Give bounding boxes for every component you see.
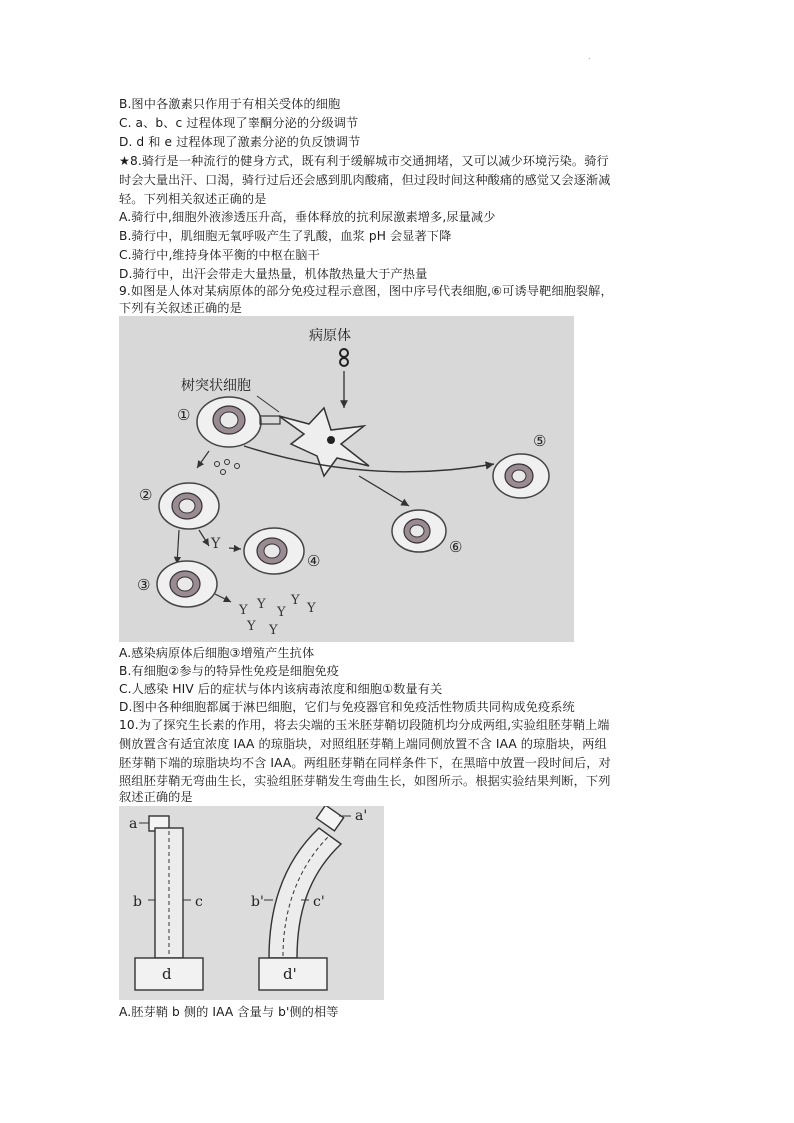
text-line: A.感染病原体后细胞③增殖产生抗体: [119, 646, 315, 660]
svg-text:Y: Y: [239, 603, 248, 618]
label-c-prime: c': [313, 894, 325, 910]
svg-text:Y: Y: [257, 597, 266, 612]
label-a: a: [129, 816, 138, 832]
text-line: C.骑行中,维持身体平衡的中枢在脑干: [119, 248, 320, 262]
text-line: 轻。下列相关叙述正确的是: [119, 192, 267, 206]
svg-text:Y: Y: [291, 593, 300, 608]
cell-6: [392, 510, 446, 552]
svg-text:Y: Y: [269, 623, 278, 638]
cell-5-number: ⑤: [533, 432, 547, 450]
cell-4: [244, 528, 304, 574]
text-line: C.人感染 HIV 后的症状与体内该病毒浓度和细胞①数量有关: [119, 682, 443, 696]
text-line: A.胚芽鞘 b 侧的 IAA 含量与 b'侧的相等: [119, 1005, 339, 1019]
text-line: B.有细胞②参与的特异性免疫是细胞免疫: [119, 664, 340, 678]
text-line: 9.如图是人体对某病原体的部分免疫过程示意图，图中序号代表细胞,⑥可诱导靶细胞裂解，: [119, 284, 613, 298]
label-b-prime: b': [251, 894, 264, 910]
cell-1-number: ①: [177, 406, 191, 424]
cell-1: [197, 397, 280, 447]
pathogen-label: 病原体: [309, 328, 351, 344]
experimental-coleoptile: [259, 806, 351, 990]
svg-text:Y: Y: [247, 619, 256, 634]
label-a-prime: a': [355, 808, 368, 824]
text-line: 照组胚芽鞘无弯曲生长，实验组胚芽鞘发生弯曲生长，如图所示。根据实验结果判断，下列: [119, 774, 611, 788]
text-line: 10.为了探究生长素的作用，将去尖端的玉米胚芽鞘切段随机均分成两组,实验组胚芽鞘上端: [119, 718, 610, 732]
svg-text:Y: Y: [307, 601, 316, 616]
svg-text:Y: Y: [277, 605, 286, 620]
coleoptile-figure: [119, 806, 384, 1000]
antibody-icons: [238, 593, 316, 638]
svg-text:Y: Y: [211, 536, 221, 552]
cell-2: [159, 483, 219, 529]
cell-3-number: ③: [137, 576, 151, 594]
text-line: D.图中各种细胞都属于淋巴细胞，它们与免疫器官和免疫活性物质共同构成免疫系统: [119, 700, 575, 714]
label-d-prime: d': [283, 965, 297, 983]
text-line: B.骑行中，肌细胞无氧呼吸产生了乳酸，血浆 pH 会显著下降: [119, 229, 452, 243]
cell-5: [493, 454, 549, 498]
cell-2-number: ②: [139, 486, 153, 504]
text-line: 下列有关叙述正确的是: [119, 301, 242, 315]
cell-6-number: ⑥: [449, 538, 463, 556]
dendritic-cell-label: 树突状细胞: [181, 378, 251, 394]
immune-process-figure: [119, 316, 574, 642]
label-d: d: [162, 965, 172, 983]
text-line: 叙述正确的是: [119, 790, 193, 804]
cell-3: [157, 561, 217, 607]
text-line: 胚芽鞘下端的琼脂块均不含 IAA。两组胚芽鞘在同样条件下，在黑暗中放置一段时间后，对: [119, 756, 611, 770]
label-c: c: [195, 894, 203, 910]
label-b: b: [133, 894, 142, 910]
text-line: C. a、b、c 过程体现了睾酮分泌的分级调节: [119, 116, 359, 130]
text-line: D. d 和 e 过程体现了激素分泌的负反馈调节: [119, 135, 361, 149]
text-line: D.骑行中，出汗会带走大量热量，机体散热量大于产热量: [119, 267, 428, 281]
page-dot: .: [588, 52, 591, 61]
text-line: ★8.骑行是一种流行的健身方式，既有利于缓解城市交通拥堵，又可以减少环境污染。骑行: [119, 154, 609, 168]
cell-4-number: ④: [307, 552, 321, 570]
pathogen-icon: [340, 349, 348, 366]
text-line: 侧放置含有适宜浓度 IAA 的琼脂块，对照组胚芽鞘上端同侧放置不含 IAA 的琼脂块，两组: [119, 737, 607, 751]
text-line: A.骑行中,细胞外液渗透压升高，垂体释放的抗利尿激素增多,尿量减少: [119, 210, 496, 224]
control-coleoptile: [135, 816, 203, 990]
text-line: 时会大量出汗、口渴，骑行过后还会感到肌肉酸痛，但过段时间这种酸痛的感觉又会逐渐减: [119, 173, 611, 187]
text-line: B.图中各激素只作用于有相关受体的细胞: [119, 97, 341, 111]
